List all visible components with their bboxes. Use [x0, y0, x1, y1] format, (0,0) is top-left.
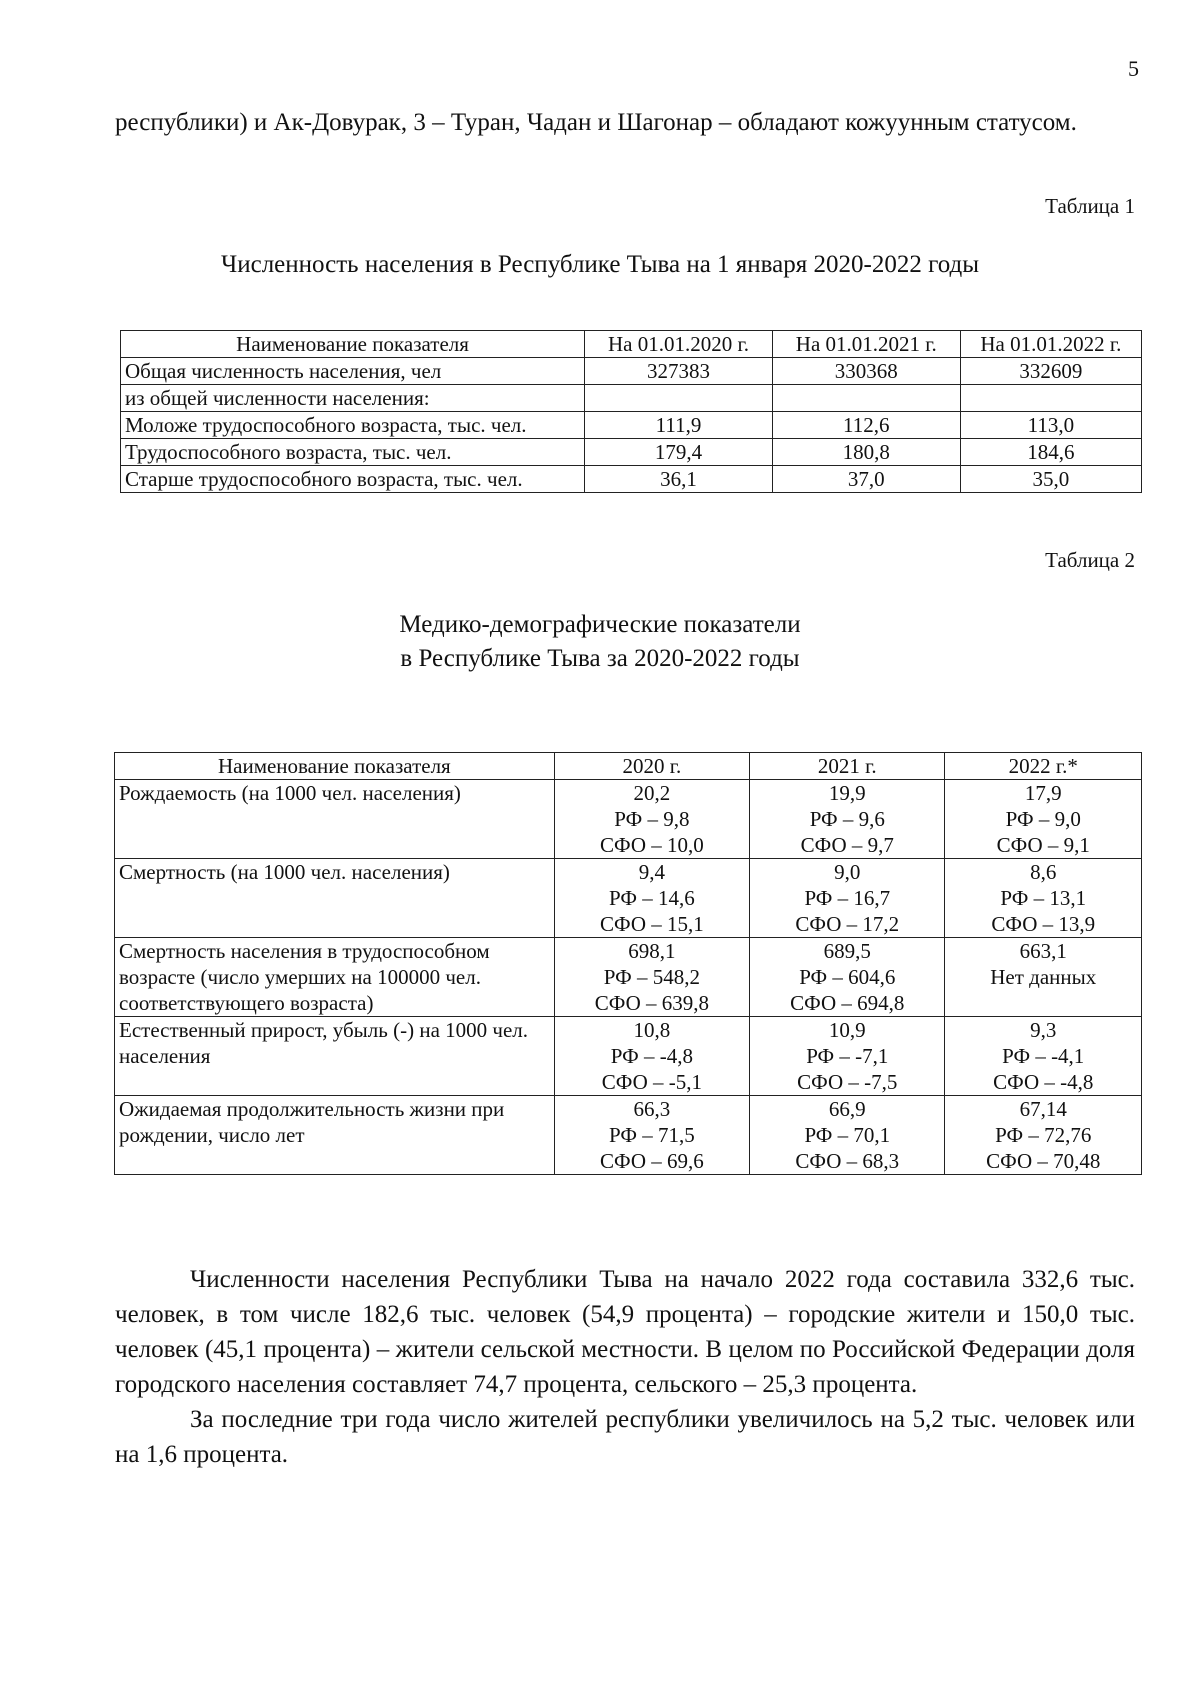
- value-line: СФО – 69,6: [599, 1149, 704, 1173]
- value-line: РФ – -4,1: [1002, 1044, 1085, 1068]
- value-cell: 35,0: [960, 466, 1141, 493]
- table-row: [121, 466, 1142, 493]
- value-cell: [554, 780, 749, 859]
- header-cell: Наименование показателя: [115, 753, 555, 780]
- value-line: СФО – 639,8: [594, 991, 710, 1015]
- header-cell: 2020 г.: [554, 753, 749, 780]
- value-line: 66,9: [828, 1097, 866, 1121]
- value-cell: 327383: [585, 358, 773, 385]
- population-table: [120, 330, 1142, 493]
- table-header-row: [115, 753, 1142, 780]
- value-line: РФ – -7,1: [806, 1044, 889, 1068]
- medical-demographic-table: [114, 752, 1142, 1175]
- value-line: 10,9: [828, 1018, 866, 1042]
- value-line: 20,2: [633, 781, 671, 805]
- value-line: Нет данных: [990, 965, 1097, 989]
- value-line: [949, 990, 1137, 1016]
- value-line: СФО – -4,8: [993, 1070, 1094, 1094]
- value-cell: [750, 938, 945, 1017]
- value-line: 663,1: [1019, 939, 1067, 963]
- value-line: СФО – 15,1: [599, 912, 704, 936]
- value-line: СФО – 68,3: [795, 1149, 900, 1173]
- table-row: [115, 1017, 1142, 1096]
- table-row: [121, 412, 1142, 439]
- value-cell: [585, 385, 773, 412]
- value-line: 9,0: [834, 860, 861, 884]
- value-line: РФ – 71,5: [609, 1123, 695, 1147]
- value-cell: [945, 859, 1142, 938]
- value-line: РФ – 9,6: [809, 807, 885, 831]
- value-line: СФО – 70,48: [986, 1149, 1101, 1173]
- value-cell: 113,0: [960, 412, 1141, 439]
- value-line: СФО – -7,5: [797, 1070, 898, 1094]
- value-cell: 112,6: [772, 412, 960, 439]
- value-line: РФ – 604,6: [799, 965, 896, 989]
- header-cell: На 01.01.2020 г.: [585, 331, 773, 358]
- value-cell: [554, 859, 749, 938]
- value-line: РФ – 13,1: [1000, 886, 1087, 910]
- row-label-cell: Старше трудоспособного возраста, тыс. чел.: [121, 466, 585, 493]
- intro-text-block: [115, 105, 1135, 140]
- page-number: 5: [1128, 56, 1139, 81]
- value-line: РФ – 548,2: [603, 965, 700, 989]
- table-row: [115, 938, 1142, 1017]
- value-line: РФ – 70,1: [804, 1123, 891, 1147]
- value-line: РФ – -4,8: [610, 1044, 693, 1068]
- table-row: [121, 439, 1142, 466]
- value-cell: [750, 859, 945, 938]
- body-text-block: [115, 1262, 1135, 1472]
- table-row: [121, 385, 1142, 412]
- intro-paragraph: республики) и Ак-Довурак, 3 – Туран, Чадан и Шагонар – обладают кожуунным статусом.: [115, 109, 1077, 136]
- value-line: РФ – 9,0: [1005, 807, 1081, 831]
- value-line: СФО – 9,7: [800, 833, 894, 857]
- value-cell: [772, 385, 960, 412]
- table2-title-line1: Медико-демографические показатели: [399, 611, 801, 638]
- table2-caption: Таблица 2: [1045, 548, 1135, 572]
- value-cell: 180,8: [772, 439, 960, 466]
- body-paragraph: Численности населения Республики Тыва на начало 2022 года составила 332,6 тыс. человек, в том числе 182,6 тыс. человек (54,9 процента) – городские жители и 150,0 тыс. человек (45,1 процента) – жители сельской местности. В целом по Российской Федерации доля городского населения составляет 74,7 процента, сельского – 25,3 процента.: [115, 1266, 1135, 1398]
- value-line: РФ – 14,6: [609, 886, 695, 910]
- value-cell: [945, 1096, 1142, 1175]
- value-line: 10,8: [633, 1018, 671, 1042]
- value-line: 8,6: [1030, 860, 1057, 884]
- value-cell: 332609: [960, 358, 1141, 385]
- value-cell: 111,9: [585, 412, 773, 439]
- row-label-cell: из общей численности населения:: [121, 385, 585, 412]
- value-cell: [750, 1017, 945, 1096]
- table2-title-line2: в Республике Тыва за 2020-2022 годы: [400, 645, 800, 672]
- value-cell: 184,6: [960, 439, 1141, 466]
- value-cell: [945, 1017, 1142, 1096]
- value-line: СФО – 9,1: [996, 833, 1090, 857]
- row-label-cell: Смертность (на 1000 чел. населения): [115, 859, 555, 938]
- table-row: [115, 780, 1142, 859]
- header-cell: 2022 г.*: [945, 753, 1142, 780]
- value-cell: 36,1: [585, 466, 773, 493]
- value-line: РФ – 9,8: [614, 807, 690, 831]
- value-line: 19,9: [828, 781, 866, 805]
- table-header-row: [121, 331, 1142, 358]
- value-line: СФО – 694,8: [790, 991, 905, 1015]
- value-line: РФ – 72,76: [995, 1123, 1092, 1147]
- value-line: 67,14: [1019, 1097, 1067, 1121]
- value-line: СФО – 13,9: [991, 912, 1096, 936]
- table-row: [115, 1096, 1142, 1175]
- row-label-cell: Естественный прирост, убыль (-) на 1000 чел. населения: [115, 1017, 555, 1096]
- row-label-cell: Моложе трудоспособного возраста, тыс. чел.: [121, 412, 585, 439]
- table1-caption: Таблица 1: [1045, 194, 1135, 218]
- value-line: 9,4: [638, 860, 665, 884]
- header-cell: На 01.01.2021 г.: [772, 331, 960, 358]
- value-cell: 330368: [772, 358, 960, 385]
- value-line: 698,1: [628, 939, 676, 963]
- row-label-cell: Смертность населения в трудоспособном возрасте (число умерших на 100000 чел. соответствующего возраста): [115, 938, 555, 1017]
- header-cell: Наименование показателя: [121, 331, 585, 358]
- value-cell: [960, 385, 1141, 412]
- value-cell: [750, 1096, 945, 1175]
- row-label-cell: Ожидаемая продолжительность жизни при рождении, число лет: [115, 1096, 555, 1175]
- value-line: 17,9: [1024, 781, 1062, 805]
- value-cell: [554, 1017, 749, 1096]
- value-cell: [945, 780, 1142, 859]
- value-cell: [750, 780, 945, 859]
- value-cell: [945, 938, 1142, 1017]
- value-line: СФО – 17,2: [795, 912, 900, 936]
- value-line: 66,3: [633, 1097, 671, 1121]
- header-cell: 2021 г.: [750, 753, 945, 780]
- value-cell: [554, 1096, 749, 1175]
- table1-title: Численность населения в Республике Тыва на 1 января 2020-2022 годы: [220, 251, 980, 278]
- body-paragraph: За последние три года число жителей республики увеличилось на 5,2 тыс. человек или на 1,6 процента.: [115, 1406, 1135, 1468]
- table-row: [115, 859, 1142, 938]
- value-cell: 179,4: [585, 439, 773, 466]
- value-line: 9,3: [1030, 1018, 1057, 1042]
- value-line: 689,5: [823, 939, 871, 963]
- value-line: РФ – 16,7: [804, 886, 891, 910]
- header-cell: На 01.01.2022 г.: [960, 331, 1141, 358]
- row-label-cell: Общая численность населения, чел: [121, 358, 585, 385]
- value-line: СФО – -5,1: [601, 1070, 702, 1094]
- table-row: [121, 358, 1142, 385]
- value-cell: [554, 938, 749, 1017]
- row-label-cell: Трудоспособного возраста, тыс. чел.: [121, 439, 585, 466]
- value-line: СФО – 10,0: [599, 833, 704, 857]
- row-label-cell: Рождаемость (на 1000 чел. населения): [115, 780, 555, 859]
- value-cell: 37,0: [772, 466, 960, 493]
